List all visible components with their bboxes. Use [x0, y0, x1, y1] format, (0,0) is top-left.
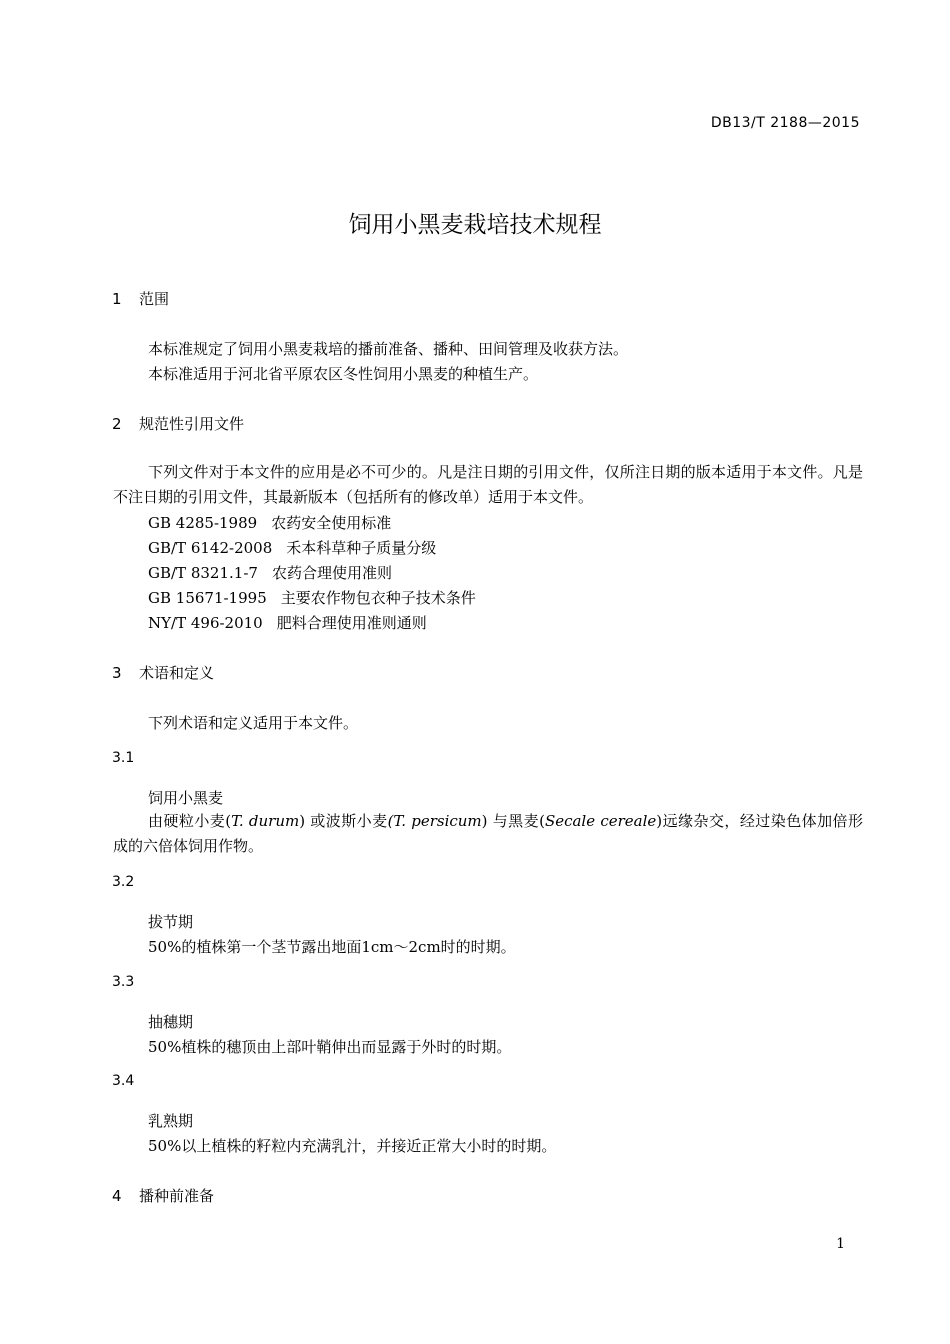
section-title: 播种前准备: [139, 1187, 215, 1205]
reference-code: GB/T 8321.1-7: [148, 564, 258, 582]
term-name: 抽穗期: [148, 1013, 194, 1031]
reference-code: GB/T 6142-2008: [148, 539, 273, 557]
section-title: 规范性引用文件: [139, 415, 245, 433]
reference-name: 主要农作物包衣种子技术条件: [280, 589, 476, 607]
reference-item: [148, 562, 392, 583]
section-number: 4: [112, 1187, 122, 1205]
paragraph: 下列术语和定义适用于本文件。: [148, 714, 359, 732]
section-number: 3: [112, 664, 122, 682]
reference-item: [148, 587, 476, 608]
reference-name: 农药合理使用准则: [271, 564, 392, 582]
term-definition: 50%以上植株的籽粒内充满乳汁，并接近正常大小时的时期。: [148, 1137, 557, 1155]
section-1-heading: [112, 288, 169, 309]
reference-code: GB 4285-1989: [148, 514, 258, 532]
term-name: 饲用小黑麦: [148, 789, 224, 807]
document-id: DB13/T 2188—2015: [710, 115, 860, 131]
reference-code: NY/T 496-2010: [148, 614, 263, 632]
clause-number: 3.2: [112, 874, 135, 890]
paragraph: 本标准适用于河北省平原农区冬性饲用小黑麦的种植生产。: [148, 365, 539, 383]
reference-name: 肥料合理使用准则通则: [276, 614, 427, 632]
section-title: 术语和定义: [139, 664, 215, 682]
clause-number: 3.1: [112, 750, 135, 766]
clause-number: 3.3: [112, 974, 135, 990]
section-2-heading: [112, 413, 244, 434]
term-definition: 50%植株的穗顶由上部叶鞘伸出而显露于外时的时期。: [148, 1038, 512, 1056]
reference-name: 禾本科草种子质量分级: [286, 539, 437, 557]
term-definition: 由硬粒小麦(T. durum) 或波斯小麦(T. persicum) 与黑麦(Secale cereale)远缘杂交，经过染色体加倍形成的六倍体饲用作物。: [113, 812, 864, 855]
clause-number: 3.4: [112, 1073, 135, 1089]
section-title: 范围: [139, 290, 170, 308]
reference-item: [148, 537, 436, 558]
section-4-heading: [112, 1185, 214, 1206]
reference-name: 农药安全使用标准: [271, 514, 392, 532]
section-3-heading: [112, 662, 214, 683]
page-number: 1: [836, 1236, 845, 1252]
reference-code: GB 15671-1995: [148, 589, 267, 607]
paragraph: 本标准规定了饲用小黑麦栽培的播前准备、播种、田间管理及收获方法。: [148, 340, 629, 358]
term-definition: 50%的植株第一个茎节露出地面1cm～2cm时的时期。: [148, 938, 516, 956]
section-number: 1: [112, 290, 122, 308]
section-number: 2: [112, 415, 122, 433]
reference-item: [148, 612, 427, 633]
term-name: 乳熟期: [148, 1112, 194, 1130]
paragraph: 下列文件对于本文件的应用是必不可少的。凡是注日期的引用文件，仅所注日期的版本适用于本文件。凡是不注日期的引用文件，其最新版本（包括所有的修改单）适用于本文件。: [113, 463, 863, 506]
document-title: 饲用小黑麦栽培技术规程: [348, 212, 602, 238]
term-name: 拔节期: [148, 913, 194, 931]
reference-item: [148, 512, 391, 533]
